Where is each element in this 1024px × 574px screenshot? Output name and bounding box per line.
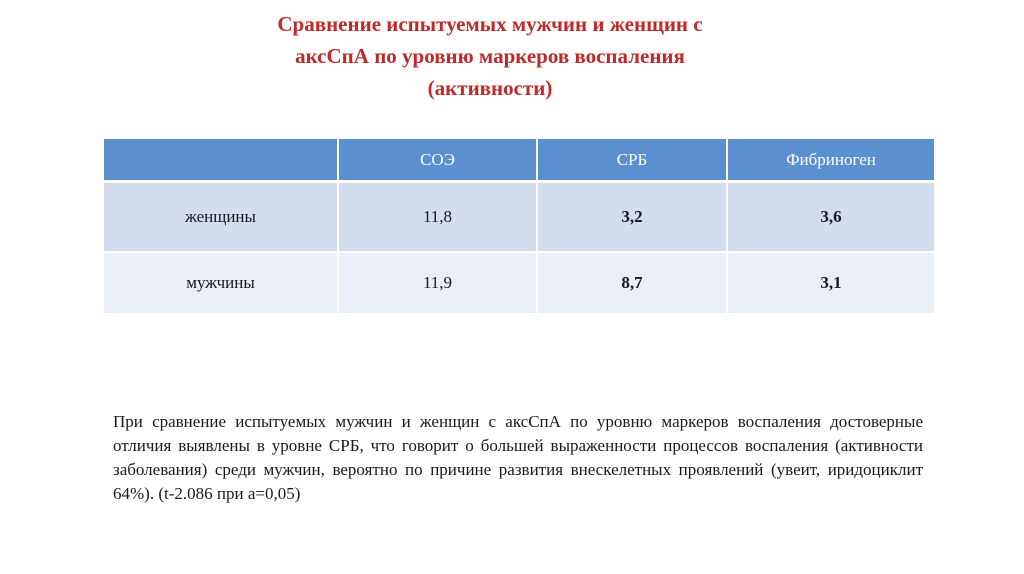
markers-table: [104, 139, 934, 315]
cell-women-soe: 11,8: [338, 182, 537, 253]
header-cell-crp: СРБ: [537, 139, 727, 182]
table-header-row: [104, 139, 934, 182]
header-cell-empty: [104, 139, 338, 182]
title-line-3: (активности): [427, 76, 553, 100]
cell-men-fibrinogen: 3,1: [727, 252, 934, 314]
title-line-1: Сравнение испытуемых мужчин и женщин с: [277, 12, 703, 36]
header-cell-fibrinogen: Фибриноген: [727, 139, 934, 182]
cell-men-crp: 8,7: [537, 252, 727, 314]
cell-women-crp: 3,2: [537, 182, 727, 253]
row-label-men: мужчины: [104, 252, 338, 314]
table-row: [104, 252, 934, 314]
table-row: [104, 182, 934, 253]
cell-men-soe: 11,9: [338, 252, 537, 314]
cell-women-fibrinogen: 3,6: [727, 182, 934, 253]
row-label-women: женщины: [104, 182, 338, 253]
header-cell-soe: СОЭ: [338, 139, 537, 182]
slide-title: [180, 8, 800, 104]
conclusion-paragraph: При сравнение испытуемых мужчин и женщин с аксСпА по уровню маркеров воспаления достоверные отличия выявлены в уровне СРБ, что говорит о большей выраженности процессов воспаления (активности заболевания) среди мужчин, вероятно по причине развития внескелетных проявлений (увеит, иридоциклит 64%). (t-2.086 при а=0,05): [113, 412, 923, 503]
title-line-2: аксСпА по уровню маркеров воспаления: [295, 44, 685, 68]
